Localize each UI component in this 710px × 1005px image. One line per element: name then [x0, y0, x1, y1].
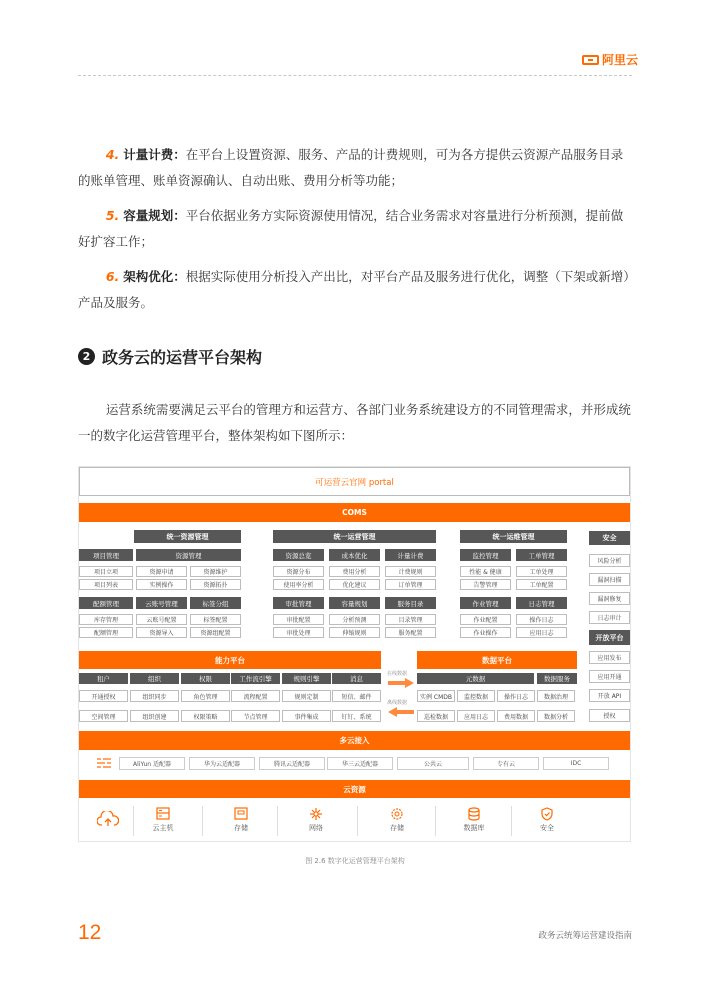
capability-platform-title: 能力平台 [79, 651, 381, 669]
item-title: 容量规划： [123, 208, 186, 223]
item-4 [78, 142, 632, 194]
module-project: 项目管理 [79, 549, 133, 561]
offline-data-label: 离线数据 [387, 700, 408, 706]
open-platform-item: 授权 [589, 709, 630, 722]
cell: 标签配置 [190, 614, 241, 625]
adapter-item: AliYun 适配器 [119, 757, 185, 770]
open-platform-item: 应用开通 [589, 670, 630, 683]
cell: 伸缩规则 [329, 627, 380, 638]
cell: 实例操作 [136, 579, 187, 590]
open-platform-item: 开放 API [589, 689, 630, 702]
section-title-text: 政务云的运营平台架构 [102, 348, 263, 367]
resource-label-network: 网络 [309, 824, 323, 832]
database-icon [468, 807, 480, 821]
cell: 资源拓扑 [190, 579, 241, 590]
data-header: 元数据 [417, 673, 534, 684]
resource-label-security: 安全 [540, 824, 554, 832]
module-approval: 审批管理 [273, 597, 324, 609]
portal-bar: 可运营云官网 portal [79, 467, 630, 496]
right-arrow-icon [388, 678, 414, 688]
capability-cell: 组织同步 [130, 690, 179, 702]
data-cell: 巡检数据 [417, 710, 455, 722]
module-resource-mgmt: 资源管理 [136, 549, 241, 561]
capability-cell: 开通授权 [79, 690, 128, 702]
section-title [78, 345, 262, 368]
left-arrow-icon [388, 707, 414, 717]
cell: 操作日志 [516, 614, 567, 625]
capability-header: 权限 [181, 673, 230, 684]
capability-header: 规则引擎 [282, 673, 331, 684]
network-icon [309, 807, 323, 821]
group-security: 安全 [589, 531, 630, 545]
cell: 目录管理 [385, 614, 436, 625]
module-resource-overview: 资源总览 [273, 549, 324, 561]
item-text: 在平台上设置资源、服务、产品的计费规则，可为各方提供云资源产品服务目录的账单管理、账单资源确认、自动出账、费用分析等功能； [78, 147, 624, 188]
cell: 性能 & 健康 [460, 566, 511, 577]
cell: 计费规则 [385, 566, 436, 577]
item-title: 计量计费： [123, 147, 186, 162]
page-number: 12 [78, 921, 102, 944]
module-tag: 标签分组 [190, 597, 241, 609]
item-number: 4. [105, 147, 120, 162]
module-metering: 计量计费 [385, 549, 436, 561]
cell: 资源分布 [273, 566, 324, 577]
data-cell: 监控数据 [457, 690, 495, 702]
cell: 服务配置 [385, 627, 436, 638]
module-cost-opt: 成本优化 [329, 549, 380, 561]
intro-paragraph [78, 397, 632, 449]
cell: 资源维护 [190, 566, 241, 577]
capability-cell: 节点管理 [231, 710, 280, 722]
resource-label-host: 云主机 [152, 824, 174, 832]
cell: 资源组配置 [190, 627, 241, 638]
adapter-item: 腾讯云适配器 [259, 757, 325, 770]
cloud-upload-icon [97, 811, 119, 827]
item-title: 架构优化： [123, 269, 186, 284]
module-log: 日志管理 [516, 597, 567, 609]
data-cell: 操作日志 [497, 690, 535, 702]
architecture-diagram [78, 466, 631, 842]
cell: 费用分析 [329, 566, 380, 577]
module-config: 配额管理 [79, 597, 133, 609]
cell: 应用日志 [516, 627, 567, 638]
capability-header: 消息 [332, 673, 381, 684]
adapter-item: 华三云适配器 [327, 757, 393, 770]
cell: 项目列表 [79, 579, 133, 590]
list-config-icon [97, 757, 111, 769]
data-cell: 应用日志 [457, 710, 495, 722]
capability-cell: 组织创建 [130, 710, 179, 722]
cell: 使用率分析 [273, 579, 324, 590]
security-item: 日志审计 [589, 611, 630, 624]
multicloud-title: 多云接入 [79, 731, 630, 750]
aliyun-logo [582, 51, 638, 68]
open-platform-item: 应用发布 [589, 651, 630, 664]
data-cell: 实例 CMDB [417, 690, 455, 702]
item-6 [78, 264, 632, 316]
section-number-badge: 2 [78, 348, 95, 365]
server-icon [156, 807, 170, 820]
adapter-item: IDC [543, 757, 609, 770]
cloud-resource-title: 云资源 [79, 780, 630, 798]
item-text: 平台依据业务方实际资源使用情况，结合业务需求对容量进行分析预测，提前做好扩容工作； [78, 208, 624, 249]
security-item: 漏洞扫描 [589, 573, 630, 586]
item-number: 6. [105, 269, 120, 284]
module-catalog: 服务目录 [385, 597, 436, 609]
figure-caption: 图 2.6 数字化运营管理平台架构 [305, 857, 405, 865]
module-cloud-account: 云账号管理 [136, 597, 187, 609]
module-monitor: 监控管理 [460, 549, 511, 561]
footer-title: 政务云统筹运营建设指南 [538, 931, 632, 941]
cell: 审批处理 [273, 627, 324, 638]
cell: 配额管理 [79, 627, 133, 638]
cell: 订单管理 [385, 579, 436, 590]
data-cell: 数据治理 [537, 690, 575, 702]
security-item: 风险分析 [589, 554, 630, 567]
capability-header: 租户 [79, 673, 128, 684]
open-platform-title: 开放平台 [589, 630, 630, 645]
logo-text: 阿里云 [602, 53, 639, 67]
adapter-item: 公共云 [397, 757, 469, 770]
capability-cell: 事件集成 [282, 710, 331, 722]
shield-icon [541, 807, 553, 821]
header-divider [78, 75, 632, 76]
cell: 云账号配置 [136, 614, 187, 625]
data-header: 数据服务 [537, 673, 577, 684]
cell: 库存管理 [79, 614, 133, 625]
capability-header: 工作流引擎 [231, 673, 280, 684]
storage-gear-icon [390, 807, 404, 821]
resource-label-storage-2: 存储 [390, 824, 404, 832]
cell: 资源导入 [136, 627, 187, 638]
intro-text: 运营系统需要满足云平台的管理方和运营方、各部门业务系统建设方的不同管理需求，并形成统一的数字化运营管理平台，整体架构如下图所示： [78, 402, 631, 443]
capability-cell: 流程配置 [231, 690, 280, 702]
group-ops: 统一运营管理 [273, 530, 436, 543]
item-number: 5. [105, 208, 120, 223]
cell: 分析预测 [329, 614, 380, 625]
cell: 告警管理 [460, 579, 511, 590]
capability-cell: 角色管理 [181, 690, 230, 702]
coms-bar: COMS [79, 503, 630, 522]
resource-label-database: 数据库 [463, 824, 485, 832]
cell: 作业操作 [460, 627, 511, 638]
resource-label-storage: 存储 [234, 824, 248, 832]
module-capacity: 容量规划 [329, 597, 380, 609]
cell: 工单处理 [516, 566, 567, 577]
capability-header: 组织 [130, 673, 179, 684]
cell: 资源申请 [136, 566, 187, 577]
group-maint: 统一运维管理 [460, 530, 567, 543]
adapter-item: 专有云 [473, 757, 539, 770]
module-ticket: 工单管理 [516, 549, 567, 561]
cell: 审批配置 [273, 614, 324, 625]
cell: 项目立项 [79, 566, 133, 577]
capability-cell: 短信、邮件 [332, 690, 381, 702]
data-cell: 费用数据 [497, 710, 535, 722]
group-resource: 统一资源管理 [134, 530, 241, 543]
adapter-item: 华为云适配器 [189, 757, 255, 770]
storage-icon [234, 807, 248, 820]
data-platform-title: 数据平台 [417, 651, 577, 669]
online-data-label: 在线数据 [387, 671, 408, 677]
cell: 优化建议 [329, 579, 380, 590]
capability-cell: 钉钉、系统 [332, 710, 381, 722]
capability-cell: 权限策略 [181, 710, 230, 722]
item-text: 根据实际使用分析投入产出比，对平台产品及服务进行优化，调整（下架或新增）产品及服务。 [78, 269, 630, 310]
item-5 [78, 203, 632, 255]
cell: 工单配置 [516, 579, 567, 590]
cell: 作业配置 [460, 614, 511, 625]
module-job: 作业管理 [460, 597, 511, 609]
capability-cell: 空间管理 [79, 710, 128, 722]
aliyun-logo-icon [582, 55, 599, 65]
capability-cell: 规则定制 [282, 690, 331, 702]
data-cell: 数据分析 [537, 710, 575, 722]
security-item: 漏洞修复 [589, 592, 630, 605]
